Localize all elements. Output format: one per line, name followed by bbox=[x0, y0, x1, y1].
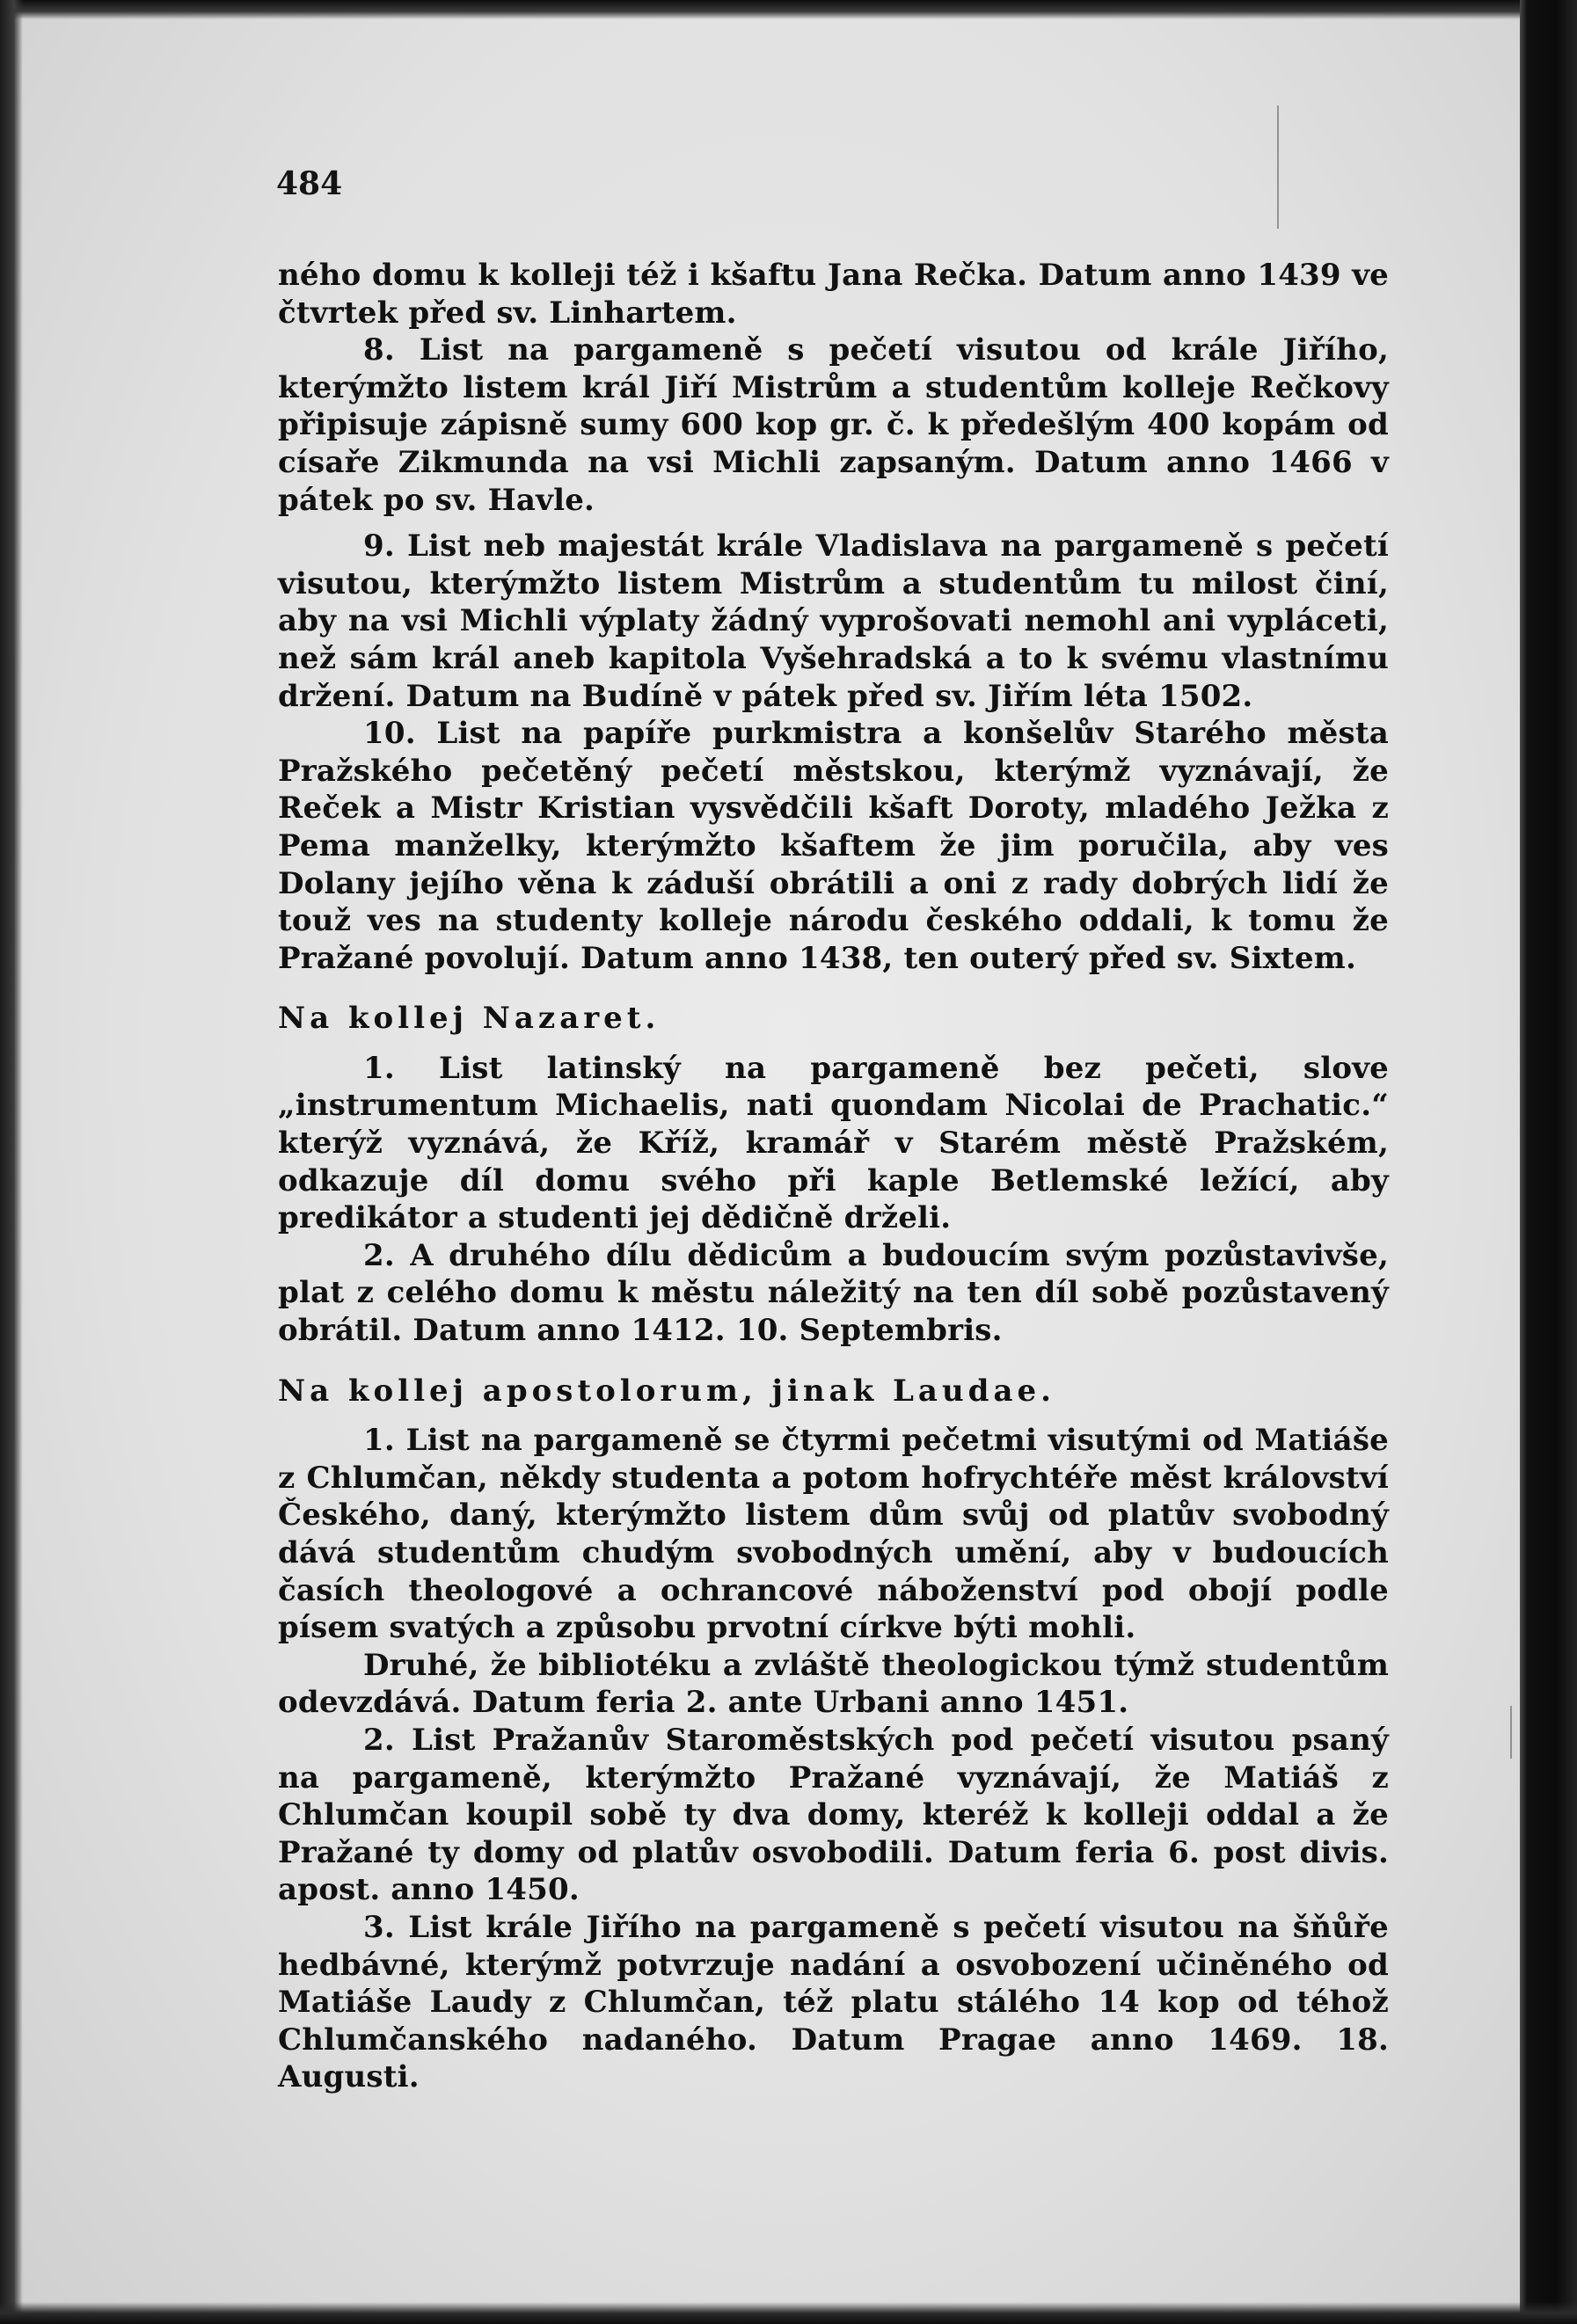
section-heading: Na kollej apostolorum, jinak Laudae. bbox=[278, 1373, 1055, 1409]
scan-edge-left bbox=[0, 0, 23, 2324]
paragraph: 1. List latinský na pargameně bez pečeti, slove „instrumentum Michaelis, nati quondam Nicolai de Prachatic.“ kterýž vyznává, že Kříž, kramář v Starém městě Pražském, odkazuje díl domu svého při kaple Betlemské ležící, aby predikátor a studenti jej dědičně drželi. bbox=[278, 1050, 1389, 1236]
paragraph: ného domu k kolleji též i kšaftu Jana Rečka. Datum anno 1439 ve čtvrtek před sv. Linhartem. bbox=[278, 258, 1389, 331]
scan-edge-bottom bbox=[0, 2302, 1577, 2324]
paragraph: 10. List na papíře purkmistra a konšelův Starého města Pražského pečetěný pečetí městskou, kterýmž vyznávají, že Reček a Mistr Kristian vysvědčili kšaft Doroty, mladého Ježka z Pema manželky, kterýmžto kšaftem že jim poručila, aby ves Dolany jejího věna k záduší obrátili a oni z rady dobrých lidí že touž ves na studenty kolleje národu českého oddali, k tomu že Pražané povolují. Datum anno 1438, ten outerý před sv. Sixtem. bbox=[278, 716, 1389, 976]
body-text bbox=[278, 257, 1389, 2096]
section-heading: Na kollej Nazaret. bbox=[278, 1001, 661, 1037]
paragraph: 2. A druhého dílu dědicům a budoucím svým pozůstavivše, plat z celého domu k městu náležitý na ten díl sobě pozůstavený obrátil. Datum anno 1412. 10. Septembris. bbox=[278, 1237, 1389, 1349]
page-number: 484 bbox=[276, 165, 343, 202]
scan-scratch bbox=[1510, 1706, 1512, 1759]
paragraph: 2. List Pražanův Staroměstských pod pečetí visutou psaný na pargameně, kterýmžto Pražané vyznávají, že Matiáš z Chlumčan koupil sobě ty dva domy, kteréž k kolleji oddal a že Pražané ty domy od platův osvobodili. Datum feria 6. post divis. apost. anno 1450. bbox=[278, 1722, 1389, 1908]
scan-edge-top bbox=[0, 0, 1577, 19]
paragraph: 8. List na pargameně s pečetí visutou od krále Jiřího, kterýmžto listem král Jiří Mistrům a studentům kolleje Rečkovy připisuje zápisně sumy 600 kop gr. č. k předešlým 400 kopám od císaře Zikmunda na vsi Michli zapsaným. Datum anno 1466 v pátek po sv. Havle. bbox=[278, 332, 1389, 518]
scan-edge-right bbox=[1520, 0, 1577, 2324]
scan-scratch bbox=[1277, 106, 1279, 229]
paragraph: 9. List neb majestát krále Vladislava na pargameně s pečetí visutou, kterýmžto listem Mistrům a studentům tu milost činí, aby na vsi Michli výplaty žádný vyprošovati nemohl ani vypláceti, než sám král aneb kapitola Vyšehradská a to k svému vlastnímu držení. Datum na Budíně v pátek před sv. Jiřím léta 1502. bbox=[278, 528, 1389, 714]
paragraph: 1. List na pargameně se čtyrmi pečetmi visutými od Matiáše z Chlumčan, někdy studenta a potom hofrychtéře měst království Českého, daný, kterýmžto listem dům svůj od platův svobodný dává studentům chudým svobodných umění, aby v budoucích časích theologové a ochrancové náboženství pod obojí podle písem svatých a způsobu prvotní církve býti mohli. bbox=[278, 1423, 1389, 1646]
paragraph: 3. List krále Jiřího na pargameně s pečetí visutou na šňůře hedbávné, kterýmž potvrzuje nadání a osvobození učiněného od Matiáše Laudy z Chlumčan, též platu stálého 14 kop od téhož Chlumčanského nadaného. Datum Pragae anno 1469. 18. Augusti. bbox=[278, 1909, 1389, 2095]
paragraph: Druhé, že bibliotéku a zvláště theologickou týmž studentům odevzdává. Datum feria 2. ante Urbani anno 1451. bbox=[278, 1647, 1389, 1721]
